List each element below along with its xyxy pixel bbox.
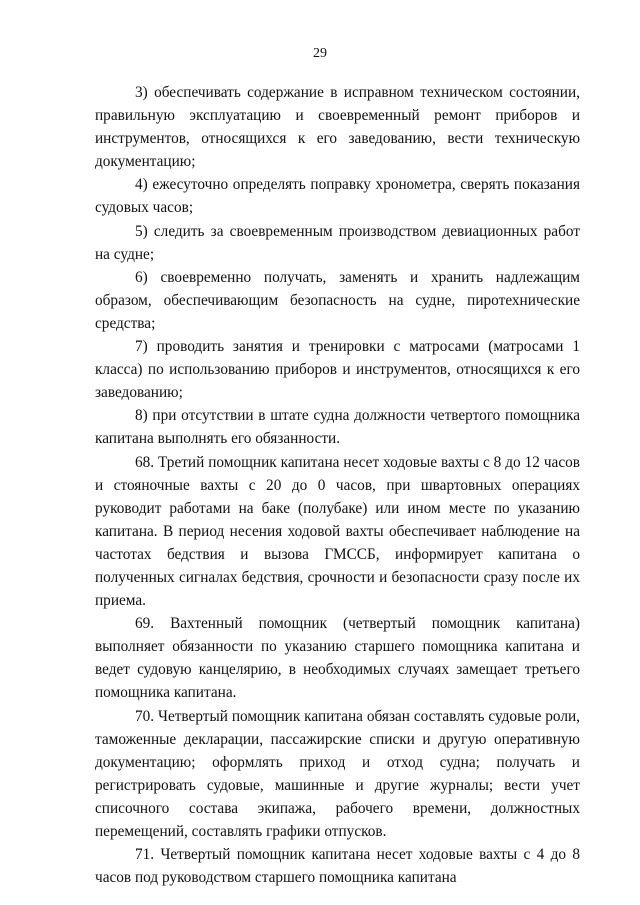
paragraph-item-6: 6) своевременно получать, заменять и хранить надлежащим образом, обеспечивающим безопасность на судне, пиротехнические средства; xyxy=(95,268,580,332)
paragraph-clause-71: 71. Четвертый помощник капитана несет ходовые вахты с 4 до 8 часов под руководством старшего помощника капитана xyxy=(95,846,580,887)
paragraph-item-4: 4) ежесуточно определять поправку хронометра, сверять показания судовых часов; xyxy=(95,176,580,217)
paragraph-item-7: 7) проводить занятия и тренировки с матросами (матросами 1 класса) по использованию приборов и инструментов, относящихся к его заведованию; xyxy=(95,338,580,402)
page-number: 29 xyxy=(313,46,327,61)
paragraph-item-3: 3) обеспечивать содержание в исправном техническом состоянии, правильную эксплуатацию и своевременный ремонт приборов и инструментов, относящихся к его заведованию, вести техническую документацию; xyxy=(95,84,580,171)
paragraph-clause-69: 69. Вахтенный помощник (четвертый помощник капитана) выполняет обязанности по указанию старшего помощника капитана и ведет судовую канцелярию, в необходимых случаях замещает третьего помощника капитана. xyxy=(95,615,580,702)
paragraph-item-5: 5) следить за своевременным производством девиационных работ на судне; xyxy=(95,222,580,263)
paragraph-clause-68: 68. Третий помощник капитана несет ходовые вахты с 8 до 12 часов и стояночные вахты с 20 до 0 часов, при швартовных операциях руководит работами на баке (полубаке) или ином месте по указанию капитана. В период несения ходовой вахты обеспечивает наблюдение на частотах бедствия и вызова ГМССБ, информирует капитана о полученных сигналах бедствия, срочности и безопасности сразу после их приема. xyxy=(95,453,580,610)
paragraph-clause-70: 70. Четвертый помощник капитана обязан составлять судовые роли, таможенные декларации, пассажирские списки и другую оперативную документацию; оформлять приход и отход судна; получать и регистрировать судовые, машинные и другие журналы; вести учет списочного состава экипажа, рабочего времени, должностных перемещений, составлять графики отпусков. xyxy=(95,707,580,840)
paragraph-item-8: 8) при отсутствии в штате судна должности четвертого помощника капитана выполнять его обязанности. xyxy=(95,407,580,448)
body-text xyxy=(95,81,580,889)
